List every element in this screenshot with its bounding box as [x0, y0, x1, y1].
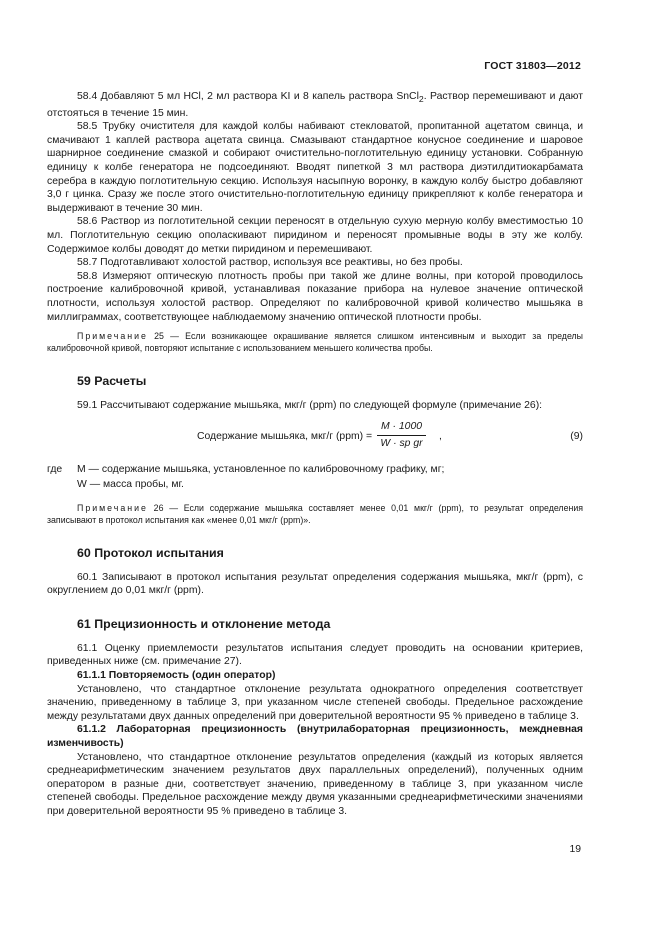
legend-W: W — масса пробы, мг.: [77, 479, 184, 491]
section-60-title: 60 Протокол испытания: [77, 545, 224, 560]
formula-denominator: W · sp gr: [380, 438, 423, 450]
formula-fraction: [377, 420, 426, 451]
formula-9: Содержание мышьяка, мкг/г (ppm) = $\frac{M \cdot 1000}{\text{W · sp gr}}$ , (9): [197, 421, 583, 450]
section-61-title: 61 Прецизионность и отклонение метода: [77, 616, 331, 631]
formula-label: Содержание мышьяка, мкг/г (ppm) =: [197, 431, 373, 443]
note-26: Примечание 26 — Если содержание мышьяка составляет менее 0,01 мкг/г (ppm), то результат определения записывают в протокол испытания как «менее 0,01 мкг/г (ppm)».: [47, 503, 583, 526]
note-25: Примечание 25 — Если возникающее окрашивание является слишком интенсивным и выходит за пределы калибровочной кривой, повторяют испытание с использованием меньшего количества пробы.: [47, 331, 583, 354]
paragraph-58-5: 58.5 Трубку очистителя для каждой колбы набивают стекловатой, пропитанной ацетатом свинца, и смачивают 1 каплей раствора ацетата свинца. Смазывают стандартное конусное соединение и шаровое шарнирное соединение смазкой и собирают очистительно-поглотительную единицу установки. Собранную единицу к колбе генератора не подсоединяют. Вводят пипеткой 3 мл раствора диэтилдитиокарбамата серебра в каждую поглотительную секцию. Используя насыпную воронку, в каждую колбу быстро добавляют 3,0 г цинка. Сразу же после этого очистительно-поглотительную единицу прикрепляют к колбе генератора и выдерживают в течение 30 мин.: [47, 121, 583, 214]
formula-number: (9): [570, 431, 583, 443]
heading-61-1-2: 61.1.2 Лабораторная прецизионность (внутрилабораторная прецизионность, междневная изменчивость): [47, 724, 583, 749]
paragraph-58-4: 58.4 Добавляют 5 мл HCl, 2 мл раствора KI и 8 капель раствора SnCl$_2$. Раствор перемешивают и дают отстояться в течение 15 мин.: [47, 91, 583, 119]
formula-legend: где M — содержание мышьяка, установленное по калибровочному графику, мг; W — масса пробы, мг.: [47, 462, 583, 492]
paragraph-59-1: 59.1 Рассчитывают содержание мышьяка, мкг/г (ppm) по следующей формуле (примечание 26):: [77, 399, 543, 411]
section-59-title: 59 Расчеты: [77, 373, 147, 388]
standard-header: ГОСТ 31803—2012: [484, 60, 581, 72]
formula-numerator: M · 1000: [377, 420, 426, 436]
paragraph-61-1-2: Установлено, что стандартное отклонение результатов определения (каждый из которых является среднеарифметическим значением результатов двух параллельных определений), полученных одним оператором в разные дни, соответствует значению, приведенному в таблице 3, при указанном числе степеней свободы. Предельное расхождение между двумя указанными среднеарифметическими значениями при доверительной вероятности 95 % приведено в таблице 3.: [47, 751, 583, 817]
paragraph-58-6: 58.6 Раствор из поглотительной секции переносят в отдельную сухую мерную колбу вместимостью 10 мл. Поглотительную секцию ополаскивают пиридином и переносят промывные воды в эту же колбу. Содержимое колбы доводят до метки пиридином и перемешивают.: [47, 216, 583, 255]
page-number: 19: [569, 844, 581, 855]
paragraph-61-1-1: Установлено, что стандартное отклонение результата однократного определения соответствует значению, приведенному в таблице 3, при указанном числе степеней свободы. Предельное расхождение между результатами двух данных определений при доверительной вероятности 95 % приведено в таблице 3.: [47, 683, 583, 722]
page-content: [47, 90, 583, 818]
legend-M: M — содержание мышьяка, установленное по калибровочному графику, мг;: [77, 464, 445, 476]
paragraph-60-1: 60.1 Записывают в протокол испытания результат определения содержания мышьяка, мкг/г (ppm), с округлением до 0,01 мкг/г (ppm).: [47, 571, 583, 597]
paragraph-61-1: 61.1 Оценку приемлемости результатов испытания следует проводить на основании критериев, приведенных ниже (см. примечание 27).: [47, 642, 583, 668]
heading-61-1-1: 61.1.1 Повторяемость (один оператор): [77, 669, 276, 681]
paragraph-58-7: 58.7 Подготавливают холостой раствор, используя все реактивы, но без пробы.: [77, 257, 463, 269]
paragraph-58-8: 58.8 Измеряют оптическую плотность пробы при такой же длине волны, при которой проводилось построение калибровочной кривой, устанавливая показание прибора на нулевое значение оптической плотности, используя холостой раствор. Определяют по калибровочной кривой количество мышьяка в миллиграммах, соответствующее наблюдаемому значению оптической плотности пробы.: [47, 270, 583, 323]
